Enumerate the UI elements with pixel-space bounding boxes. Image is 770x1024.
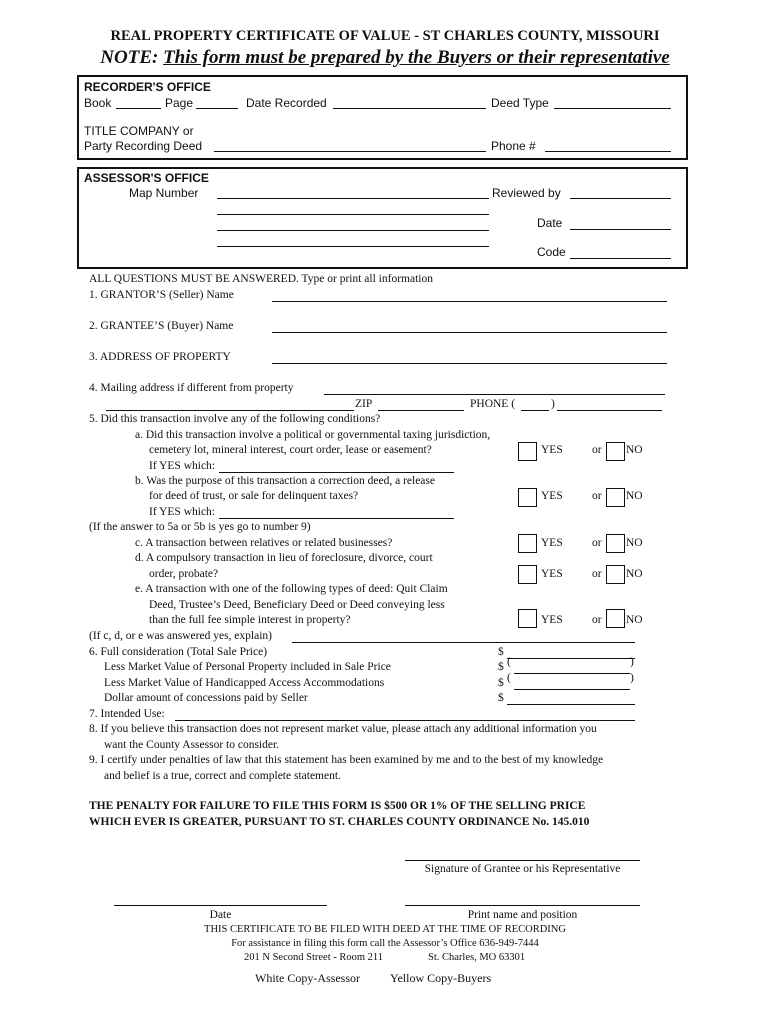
assessor-date-label: Date bbox=[537, 216, 563, 230]
q7-label: 7. Intended Use: bbox=[89, 708, 165, 720]
q5b-line2: for deed of trust, or sale for delinquent taxes? bbox=[149, 490, 359, 502]
q5d-yes-checkbox[interactable] bbox=[518, 565, 537, 584]
map-number-field-1[interactable] bbox=[217, 198, 489, 199]
questions-intro: ALL QUESTIONS MUST BE ANSWERED. Type or print all information bbox=[89, 273, 433, 285]
q5b-no-label: NO bbox=[626, 490, 643, 502]
penalty-line2: WHICH EVER IS GREATER, PURSUANT TO ST. CHARLES COUNTY ORDINANCE No. 145.010 bbox=[89, 816, 590, 828]
zip-label: ZIP bbox=[355, 398, 373, 410]
q5e-yes-label: YES bbox=[541, 614, 563, 626]
reviewed-by-field[interactable] bbox=[570, 198, 671, 199]
print-name-label: Print name and position bbox=[467, 909, 578, 921]
date-signature-label: Date bbox=[209, 909, 232, 921]
sale-price-field[interactable] bbox=[507, 658, 635, 659]
q5e-line1: e. A transaction with one of the following types of deed: Quit Claim bbox=[135, 583, 448, 595]
book-label: Book bbox=[84, 96, 112, 110]
q5d-or-label: or bbox=[592, 568, 602, 580]
q5b-no-checkbox[interactable] bbox=[606, 488, 625, 507]
q5a-which-field[interactable] bbox=[219, 472, 454, 473]
q3-label: 3. ADDRESS OF PROPERTY bbox=[89, 351, 231, 363]
q5e-no-checkbox[interactable] bbox=[606, 609, 625, 628]
q5a-no-label: NO bbox=[626, 444, 643, 456]
q6-paren-open-3: ( bbox=[507, 672, 511, 684]
grantor-name-field[interactable] bbox=[272, 301, 667, 302]
q6-dollar-2: $ bbox=[498, 661, 504, 673]
q5c-yes-checkbox[interactable] bbox=[518, 534, 537, 553]
grantee-signature-label: Signature of Grantee or his Representative bbox=[424, 863, 621, 875]
q5-skip-note: (If the answer to 5a or 5b is yes go to number 9) bbox=[89, 521, 311, 533]
reviewed-by-label: Reviewed by bbox=[492, 186, 561, 200]
print-name-field[interactable] bbox=[405, 905, 640, 906]
q6-dollar-1: $ bbox=[498, 646, 504, 658]
personal-property-field[interactable] bbox=[514, 673, 630, 674]
q4-label: 4. Mailing address if different from property bbox=[89, 382, 294, 394]
q6-paren-close-3: ) bbox=[630, 672, 634, 684]
date-recorded-field[interactable] bbox=[333, 108, 486, 109]
q5b-yes-label: YES bbox=[541, 490, 563, 502]
q5b-or-label: or bbox=[592, 490, 602, 502]
form-note bbox=[0, 47, 770, 69]
intended-use-field[interactable] bbox=[175, 720, 635, 721]
concessions-field[interactable] bbox=[507, 704, 635, 705]
note-text: This form must be prepared by the Buyers or their representative bbox=[163, 47, 670, 68]
grantee-name-field[interactable] bbox=[272, 332, 667, 333]
footer-yellow-copy: Yellow Copy-Buyers bbox=[390, 971, 492, 985]
mailing-city-field[interactable] bbox=[106, 410, 354, 411]
q1-label: 1. GRANTOR’S (Seller) Name bbox=[89, 289, 234, 301]
q5d-no-label: NO bbox=[626, 568, 643, 580]
q5a-no-checkbox[interactable] bbox=[606, 442, 625, 461]
penalty-line1: THE PENALTY FOR FAILURE TO FILE THIS FORM IS $500 OR 1% OF THE SELLING PRICE bbox=[89, 800, 586, 812]
q8-line1: 8. If you believe this transaction does not represent market value, please attach any additional information you bbox=[89, 723, 597, 735]
assessors-office-heading: ASSESSOR'S OFFICE bbox=[84, 171, 209, 185]
q5c-no-label: NO bbox=[626, 537, 643, 549]
party-recording-label: Party Recording Deed bbox=[84, 139, 203, 153]
q5e-line2: Deed, Trustee’s Deed, Beneficiary Deed or Deed conveying less bbox=[149, 599, 445, 611]
assessor-date-field[interactable] bbox=[570, 229, 671, 230]
date-recorded-label: Date Recorded bbox=[246, 96, 327, 110]
q5d-no-checkbox[interactable] bbox=[606, 565, 625, 584]
q5e-no-label: NO bbox=[626, 614, 643, 626]
q5a-line1: a. Did this transaction involve a political or governmental taxing jurisdiction, bbox=[135, 429, 491, 441]
q6-less-handicapped-label: Less Market Value of Handicapped Access Accommodations bbox=[104, 677, 385, 689]
q6-paren-open-2: ( bbox=[507, 656, 511, 668]
title-company-label: TITLE COMPANY or bbox=[84, 124, 194, 138]
q5d-line2: order, probate? bbox=[149, 568, 219, 580]
q5a-yes-label: YES bbox=[541, 444, 563, 456]
footer-filed: THIS CERTIFICATE TO BE FILED WITH DEED AT THE TIME OF RECORDING bbox=[204, 924, 566, 935]
book-field[interactable] bbox=[116, 108, 161, 109]
q5b-yes-checkbox[interactable] bbox=[518, 488, 537, 507]
property-address-field[interactable] bbox=[272, 363, 667, 364]
q9-line2: and belief is a true, correct and complete statement. bbox=[104, 770, 341, 782]
form-title: REAL PROPERTY CERTIFICATE OF VALUE - ST CHARLES COUNTY, MISSOURI bbox=[110, 28, 660, 44]
q5-explain-field[interactable] bbox=[292, 642, 635, 643]
phone-label: Phone # bbox=[491, 139, 536, 153]
handicapped-access-field[interactable] bbox=[514, 689, 630, 690]
page-label: Page bbox=[165, 96, 194, 110]
deed-type-field[interactable] bbox=[554, 108, 671, 109]
q5d-line1: d. A compulsory transaction in lieu of foreclosure, divorce, court bbox=[135, 552, 433, 564]
q5c-or-label: or bbox=[592, 537, 602, 549]
page-field[interactable] bbox=[196, 108, 238, 109]
q6-label: 6. Full consideration (Total Sale Price) bbox=[89, 646, 268, 658]
q6-concessions-label: Dollar amount of concessions paid by Seller bbox=[104, 692, 308, 704]
q9-line1: 9. I certify under penalties of law that this statement has been examined by me and to the best of my knowledge bbox=[89, 754, 604, 766]
map-number-field-2[interactable] bbox=[217, 214, 489, 215]
deed-type-label: Deed Type bbox=[491, 96, 549, 110]
phone-open-label: PHONE ( bbox=[470, 398, 516, 410]
map-number-field-3[interactable] bbox=[217, 230, 489, 231]
q2-label: 2. GRANTEE’S (Buyer) Name bbox=[89, 320, 234, 332]
q6-dollar-4: $ bbox=[498, 692, 504, 704]
q5b-which-label: If YES which: bbox=[149, 506, 216, 518]
q6-paren-close-2: ) bbox=[630, 656, 634, 668]
title-company-field[interactable] bbox=[214, 151, 486, 152]
q5a-line2: cemetery lot, mineral interest, court order, lease or easement? bbox=[149, 444, 432, 456]
q5c-no-checkbox[interactable] bbox=[606, 534, 625, 553]
area-code-field[interactable] bbox=[521, 410, 549, 411]
footer-address: 201 N Second Street - Room 211 bbox=[244, 952, 384, 963]
q6-less-personal-label: Less Market Value of Personal Property included in Sale Price bbox=[104, 661, 391, 673]
q5e-yes-checkbox[interactable] bbox=[518, 609, 537, 628]
q5-label: 5. Did this transaction involve any of the following conditions? bbox=[89, 413, 381, 425]
q4-phone-field[interactable] bbox=[557, 410, 662, 411]
note-prefix: NOTE: bbox=[100, 47, 164, 68]
footer-assist: For assistance in filing this form call the Assessor’s Office 636-949-7444 bbox=[231, 938, 539, 949]
q5a-which-label: If YES which: bbox=[149, 460, 216, 472]
mailing-address-field[interactable] bbox=[324, 394, 665, 395]
footer-white-copy: White Copy-Assessor bbox=[255, 971, 360, 985]
q5b-which-field[interactable] bbox=[219, 518, 454, 519]
q5-explain-label: (If c, d, or e was answered yes, explain) bbox=[89, 630, 272, 642]
q5e-or-label: or bbox=[592, 614, 602, 626]
q8-line2: want the County Assessor to consider. bbox=[104, 739, 280, 751]
q5a-or-label: or bbox=[592, 444, 602, 456]
q5d-yes-label: YES bbox=[541, 568, 563, 580]
code-label: Code bbox=[537, 245, 566, 259]
recorders-office-heading: RECORDER'S OFFICE bbox=[84, 80, 211, 94]
q6-dollar-3: $ bbox=[498, 677, 504, 689]
q5e-line3: than the full fee simple interest in property? bbox=[149, 614, 351, 626]
phone-field[interactable] bbox=[545, 151, 671, 152]
q5c-label: c. A transaction between relatives or related businesses? bbox=[135, 537, 393, 549]
date-signature-field[interactable] bbox=[114, 905, 327, 906]
q5c-yes-label: YES bbox=[541, 537, 563, 549]
map-number-label: Map Number bbox=[129, 186, 199, 200]
code-field[interactable] bbox=[570, 258, 671, 259]
phone-close-label: ) bbox=[551, 398, 555, 410]
footer-city: St. Charles, MO 63301 bbox=[428, 952, 526, 963]
zip-field[interactable] bbox=[378, 410, 464, 411]
q5b-line1: b. Was the purpose of this transaction a correction deed, a release bbox=[135, 475, 435, 487]
q5a-yes-checkbox[interactable] bbox=[518, 442, 537, 461]
map-number-field-4[interactable] bbox=[217, 246, 489, 247]
grantee-signature-field[interactable] bbox=[405, 860, 640, 861]
